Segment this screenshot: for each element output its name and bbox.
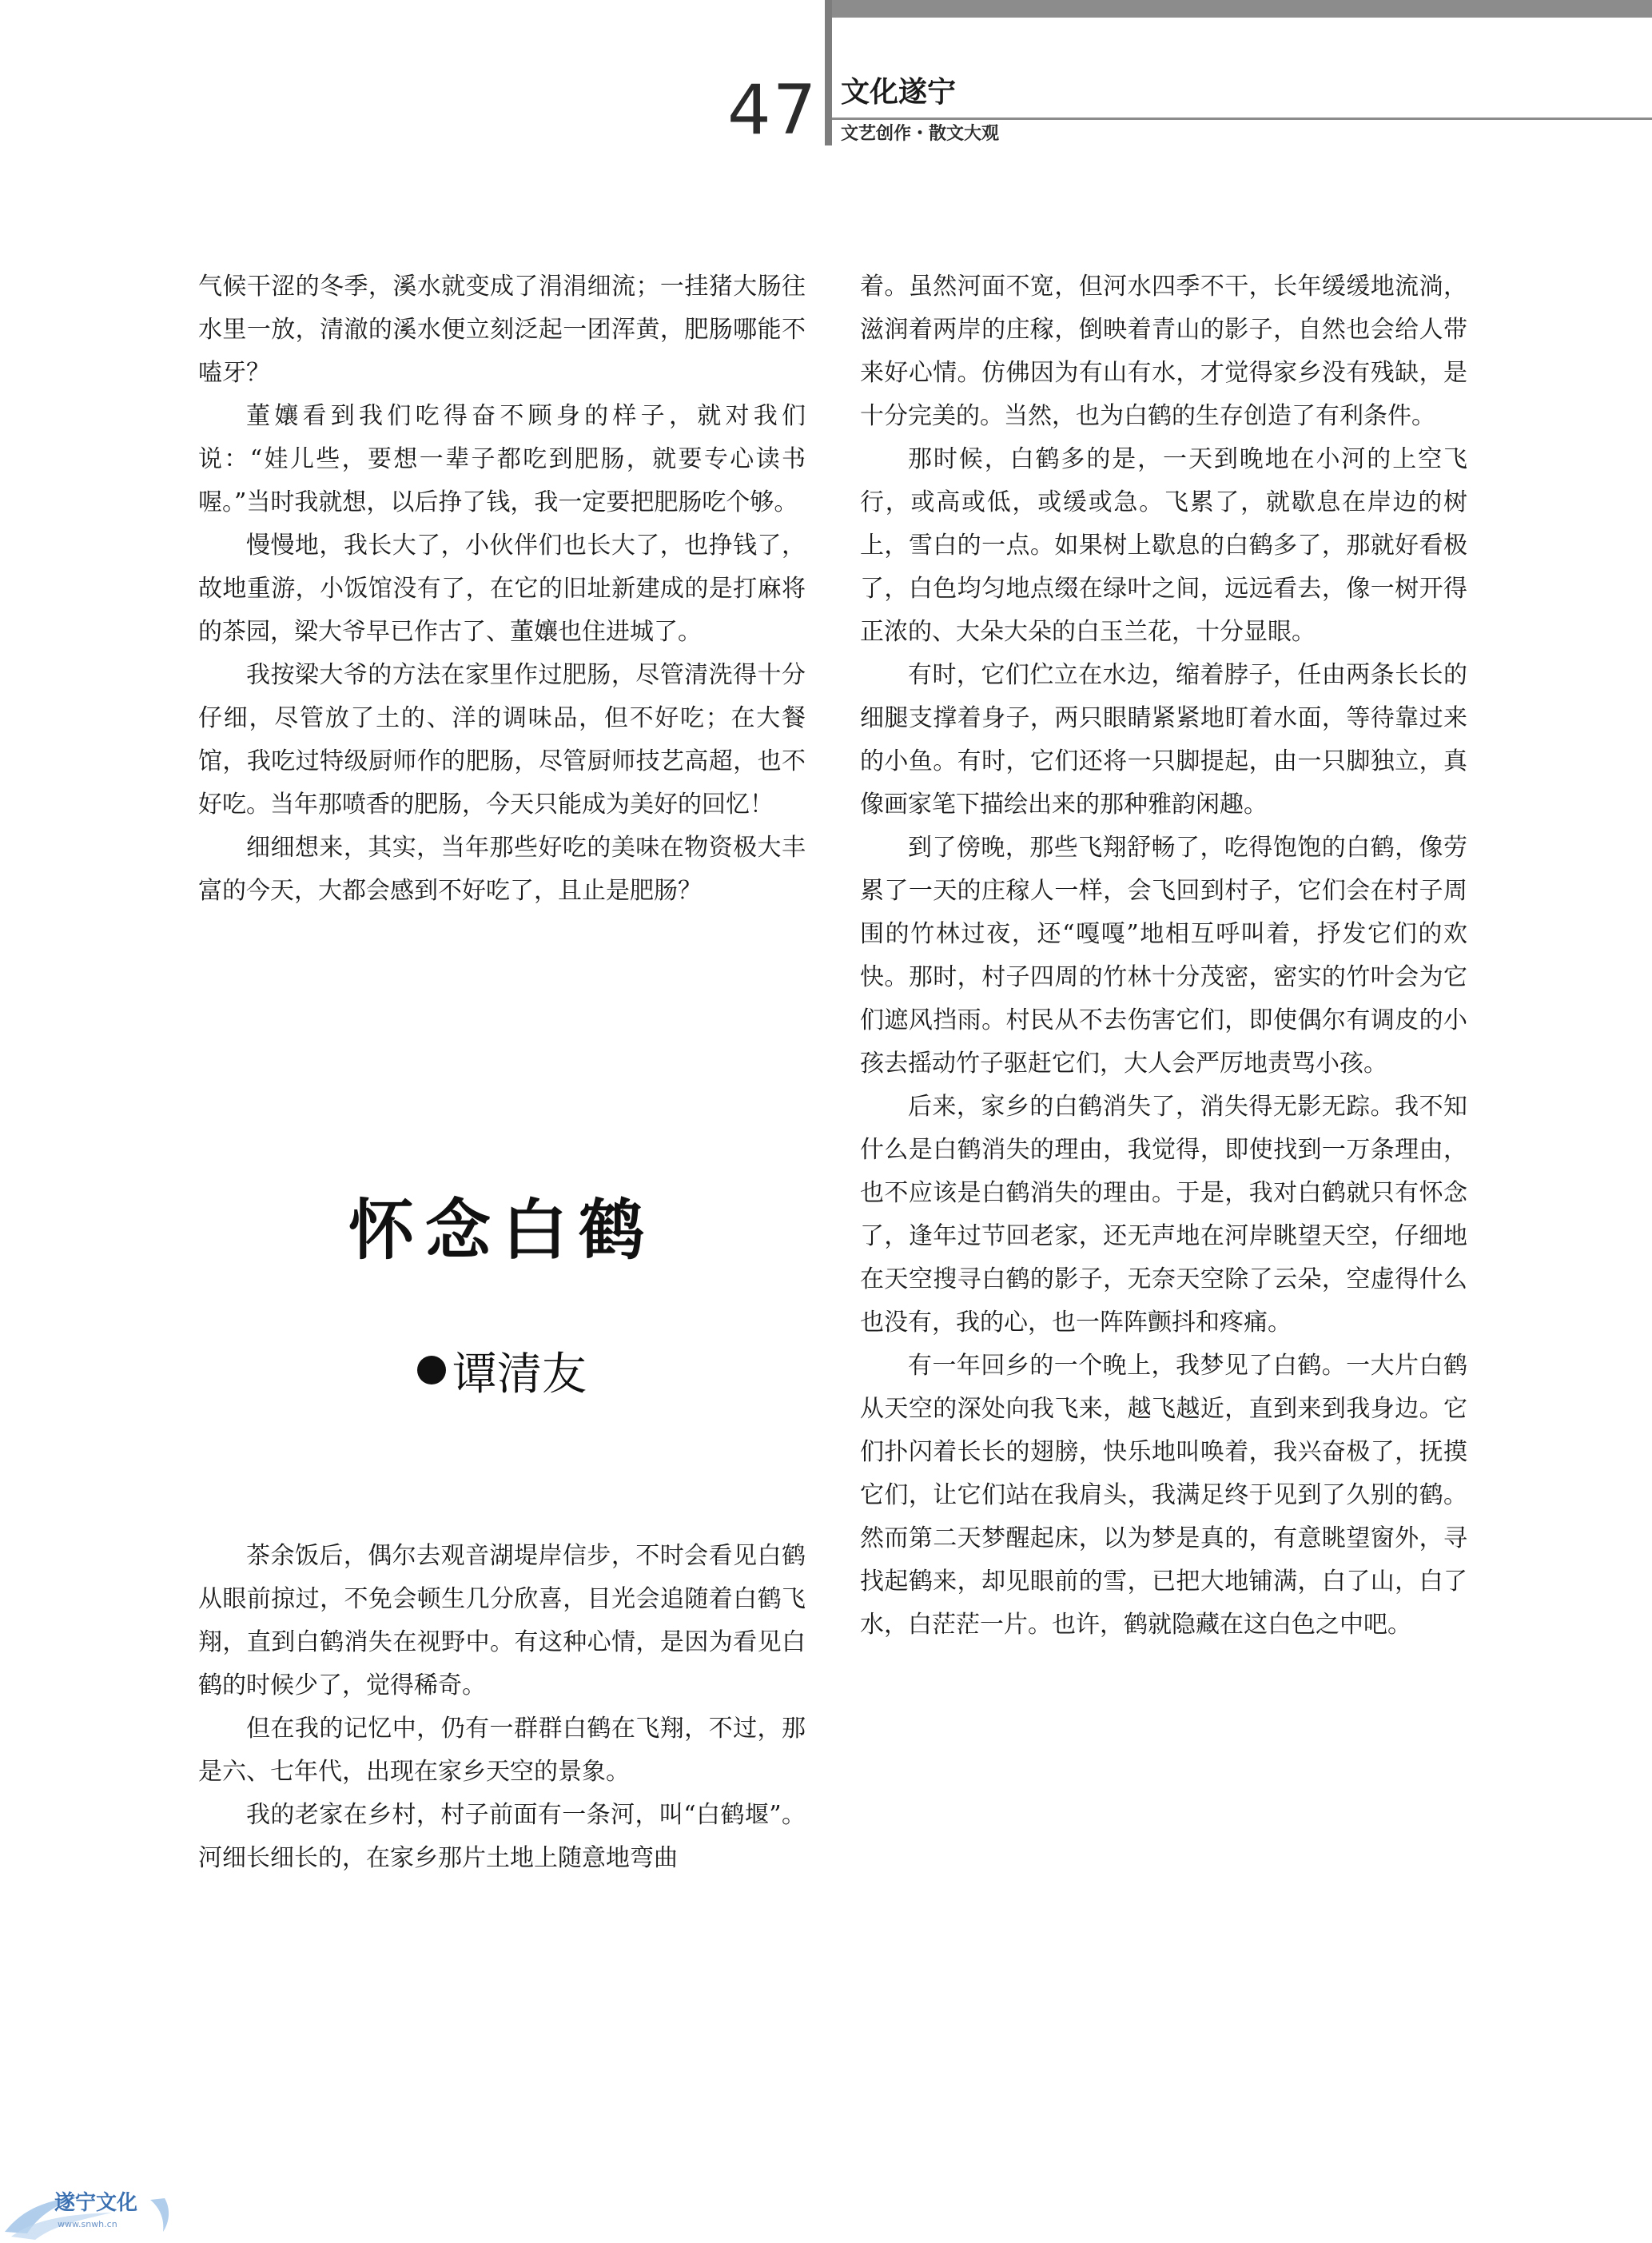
previous-article-ending	[198, 265, 806, 913]
paragraph: 茶余饭后，偶尔去观音湖堤岸信步，不时会看见白鹤从眼前掠过，不免会顿生几分欣喜，目光会追随着白鹤飞翔，直到白鹤消失在视野中。有这种心情，是因为看见白鹤的时候少了，觉得稀奇。	[198, 1542, 806, 1699]
paragraph: 气候干涩的冬季，溪水就变成了涓涓细流；一挂猪大肠往水里一放，清澈的溪水便立刻泛起一团浑黄，肥肠哪能不嗑牙？	[198, 273, 806, 387]
paragraph: 着。虽然河面不宽，但河水四季不干，长年缓缓地流淌，滋润着两岸的庄稼，倒映着青山的影子，自然也会给人带来好心情。仿佛因为有山有水，才觉得家乡没有残缺，是十分完美的。当然，也为白鹤的生存创造了有利条件。	[860, 273, 1467, 430]
paragraph: 细细想来，其实，当年那些好吃的美味在物资极大丰富的今天，大都会感到不好吃了，且止是肥肠？	[198, 834, 806, 905]
section-subtitle: 文艺创作・散文大观	[841, 124, 1000, 144]
article-body-left	[198, 1535, 806, 1880]
paragraph: 慢慢地，我长大了，小伙伴们也长大了，也挣钱了，故地重游，小饭馆没有了，在它的旧址新建成的是打麻将的茶园，梁大爷早已作古了、董孃也住进城了。	[198, 532, 806, 646]
article-title: 怀念白鹤	[348, 1193, 655, 1269]
paragraph: 那时候，白鹤多的是，一天到晚地在小河的上空飞行，或高或低，或缓或急。飞累了，就歇息在岸边的树上，雪白的一点。如果树上歇息的白鹤多了，那就好看极了，白色均匀地点缀在绿叶之间，远远看去，像一树开得正浓的、大朵大朵的白玉兰花，十分显眼。	[860, 445, 1467, 646]
paragraph: 我按梁大爷的方法在家里作过肥肠，尽管清洗得十分仔细，尽管放了土的、洋的调味品，但不好吃；在大餐馆，我吃过特级厨师作的肥肠，尽管厨师技艺高超，也不好吃。当年那喷香的肥肠，今天只能成为美好的回忆！	[198, 661, 806, 819]
page-number: 47	[727, 70, 818, 150]
paragraph: 到了傍晚，那些飞翔舒畅了，吃得饱饱的白鹤，像劳累了一天的庄稼人一样，会飞回到村子，它们会在村子周围的竹林过夜，还“嘎嘎”地相互呼叫着，抒发它们的欢快。那时，村子四周的竹林十分茂密，密实的竹叶会为它们遮风挡雨。村民从不去伤害它们，即使偶尔有调皮的小孩去摇动竹子驱赶它们，大人会严厉地责骂小孩。	[860, 834, 1467, 1078]
article-body-right	[860, 265, 1467, 1647]
header-vertical-rule	[825, 0, 832, 145]
header-top-bar	[832, 0, 1652, 18]
paragraph: 我的老家在乡村，村子前面有一条河，叫“白鹤堰”。河细长细长的，在家乡那片土地上随意地弯曲	[198, 1801, 806, 1872]
paragraph: 有一年回乡的一个晚上，我梦见了白鹤。一大片白鹤从天空的深处向我飞来，越飞越近，直到来到我身边。它们扑闪着长长的翅膀，快乐地叫唤着，我兴奋极了，抚摸它们，让它们站在我肩头，我满足终于见到了久别的鹤。然而第二天梦醒起床，以为梦是真的，有意眺望窗外，寻找起鹤来，却见眼前的雪，已把大地铺满，白了山，白了水，白茫茫一片。也许，鹤就隐藏在这白色之中吧。	[860, 1352, 1467, 1639]
paragraph: 有时，它们伫立在水边，缩着脖子，任由两条长长的细腿支撑着身子，两只眼睛紧紧地盯着水面，等待靠过来的小鱼。有时，它们还将一只脚提起，由一只脚独立，真像画家笔下描绘出来的那种雅韵闲趣。	[860, 661, 1467, 819]
watermark-brand: 遂宁文化	[54, 2191, 138, 2215]
paragraph: 后来，家乡的白鹤消失了，消失得无影无踪。我不知什么是白鹤消失的理由，我觉得，即使找到一万条理由，也不应该是白鹤消失的理由。于是，我对白鹤就只有怀念了，逢年过节回老家，还无声地在河岸眺望天空，仔细地在天空搜寻白鹤的影子，无奈天空除了云朵，空虚得什么也没有，我的心，也一阵阵颤抖和疼痛。	[860, 1093, 1467, 1337]
author-name: 谭清友	[452, 1349, 587, 1400]
bullet-dot-icon	[417, 1356, 446, 1384]
article-author	[198, 1343, 806, 1407]
watermark-url: www.snwh.cn	[58, 2219, 117, 2229]
header-horizontal-rule	[832, 118, 1652, 120]
paragraph: 董孃看到我们吃得奋不顾身的样子，就对我们说：“娃儿些，要想一辈子都吃到肥肠，就要专心读书喔。”当时我就想，以后挣了钱，我一定要把肥肠吃个够。	[198, 402, 806, 516]
paragraph: 但在我的记忆中，仍有一群群白鹤在飞翔，不过，那是六、七年代，出现在家乡天空的景象。	[198, 1715, 806, 1786]
section-title: 文化遂宁	[841, 76, 957, 109]
